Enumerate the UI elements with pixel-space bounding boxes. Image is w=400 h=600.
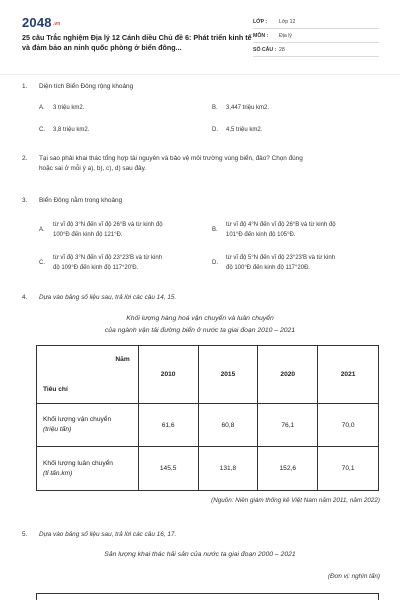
table-cell: 152,6	[258, 447, 318, 491]
row-label	[37, 447, 139, 491]
option-text-line-1: từ vĩ độ 4°N đến vĩ độ 26°B và từ kinh độ	[226, 222, 336, 228]
row-label-unit: (triệu tấn)	[43, 426, 72, 433]
corner-label-year: Năm	[115, 356, 130, 363]
table-cell: 70,1	[318, 447, 379, 491]
option-text-line-1: từ vĩ độ 3°N đến vĩ độ 26°B và từ kinh độ	[53, 222, 163, 228]
table-row	[37, 404, 379, 447]
question-number: 1.	[22, 83, 28, 90]
table-cell: 131,8	[198, 447, 258, 491]
table-cell: 61,6	[138, 404, 198, 447]
table-source: (Nguồn: Niên giám thống kê Việt Nam năm 2011, năm 2022)	[211, 497, 380, 504]
option-d[interactable]	[212, 254, 382, 272]
option-letter: B.	[212, 227, 218, 233]
option-text-line-2: 100°Đ đến kinh độ 121°Đ.	[53, 232, 123, 238]
question-number: 3.	[22, 197, 28, 204]
option-text-line-2: độ 100°Đ đến kinh độ 117°20Đ.	[226, 265, 311, 271]
option-text-line-2: độ 109°Đ đến kinh độ 117°20'Đ.	[53, 265, 139, 271]
option-letter: C.	[39, 260, 45, 266]
table-caption-line-2: của ngành vận tải đường biển ở nước ta giai đoạn 2010 – 2021	[104, 327, 296, 334]
table-header-row	[37, 346, 379, 404]
option-letter: C.	[39, 127, 45, 133]
option-text: 3,447 triệu km2.	[226, 105, 270, 111]
question-text: Dựa vào bảng số liệu sau, trả lời các câu 14, 15.	[39, 294, 177, 301]
data-table	[36, 345, 379, 491]
option-text-line-1: từ vĩ độ 3°N đến vĩ độ 23°23'B và từ kinh	[53, 255, 163, 261]
year-header: 2020	[258, 346, 318, 404]
table-row	[37, 447, 379, 491]
row-label-text: Khối lượng vận chuyển	[43, 416, 112, 423]
option-d[interactable]	[212, 126, 372, 135]
question-5	[22, 530, 382, 540]
header-divider	[0, 74, 400, 75]
table-cell: 60,8	[198, 404, 258, 447]
option-letter: A.	[39, 105, 45, 111]
meta-row-count	[253, 43, 379, 57]
unit-note: (Đơn vị: nghìn tấn)	[327, 573, 380, 580]
question-number: 4.	[22, 294, 28, 301]
row-label	[37, 404, 139, 447]
question-text: Diện tích Biển Đông rộng khoảng	[39, 83, 134, 90]
logo-suffix: .vn	[52, 20, 61, 27]
option-b[interactable]	[212, 221, 382, 239]
table-caption: Sản lượng khai thác hải sản của nước ta giai đoạn 2000 – 2021	[104, 551, 296, 558]
meta-key: MÔN :	[253, 32, 269, 39]
logo-text: 2048	[22, 15, 52, 30]
year-header: 2010	[138, 346, 198, 404]
option-c[interactable]	[39, 126, 199, 135]
option-letter: D.	[212, 127, 218, 133]
meta-value: Địa lý	[279, 32, 292, 39]
option-letter: A.	[39, 227, 45, 233]
question-text: Dựa vào bảng số liệu sau, trả lời các câu 16, 17.	[39, 531, 177, 538]
meta-value: 28	[279, 46, 285, 53]
table-cell: 76,1	[258, 404, 318, 447]
question-number: 2.	[22, 155, 28, 162]
option-text: 3,8 triệu km2.	[53, 127, 90, 133]
option-letter: D.	[212, 260, 218, 266]
meta-row-subject	[253, 29, 379, 43]
question-text: Biển Đông nằm trong khoảng	[39, 197, 123, 204]
document-title: 25 câu Trắc nghiệm Địa lý 12 Cánh diều Chủ đề 6: Phát triển kinh tế và đảm bảo an ninh quốc phòng ở biển đông...	[22, 33, 252, 52]
option-c[interactable]	[39, 254, 209, 272]
year-header: 2021	[318, 346, 379, 404]
question-2	[22, 154, 382, 174]
data-table-2	[36, 593, 379, 600]
question-text-line-2: hoặc sai ở mỗi ý a), b), c), d) sau đây.	[39, 165, 147, 172]
question-text-line-1: Tại sao phải khai thác tổng hợp tài nguyên và bảo vệ môi trường vùng biển, đảo? Chọn đúng	[39, 155, 303, 162]
meta-key: LỚP :	[253, 18, 268, 25]
question-1	[22, 82, 382, 92]
site-logo[interactable]	[22, 15, 61, 30]
table-caption-line-1: Khối lượng hàng hoá vận chuyển và luân chuyển	[126, 315, 274, 322]
row-label-text: Khối lượng luân chuyển	[43, 459, 113, 467]
option-text: 3 triệu km2.	[53, 105, 85, 111]
option-a[interactable]	[39, 104, 199, 113]
meta-row-class	[253, 15, 379, 29]
option-text-line-1: từ vĩ độ 5°N đến vĩ độ 23°23'B và từ kinh	[226, 255, 336, 261]
meta-value: Lớp 12	[279, 18, 296, 25]
page-header	[0, 0, 400, 70]
option-text-line-2: 101°Đ đến kinh độ 105°Đ.	[226, 232, 296, 238]
option-text: 4,5 triệu km2.	[226, 127, 263, 133]
meta-key: SỐ CÂU :	[253, 46, 277, 53]
question-4	[22, 293, 382, 303]
corner-label-criteria: Tiêu chí	[43, 386, 68, 393]
option-a[interactable]	[39, 221, 209, 239]
year-header: 2015	[198, 346, 258, 404]
row-label-unit: (tỉ tấn.km)	[43, 469, 73, 477]
table-cell: 70,0	[318, 404, 379, 447]
option-b[interactable]	[212, 104, 372, 113]
question-number: 5.	[22, 531, 28, 538]
table-corner-cell	[37, 346, 139, 404]
document-meta	[253, 15, 379, 57]
option-letter: B.	[212, 105, 218, 111]
question-3	[22, 196, 382, 206]
table-cell: 145,5	[138, 447, 198, 491]
